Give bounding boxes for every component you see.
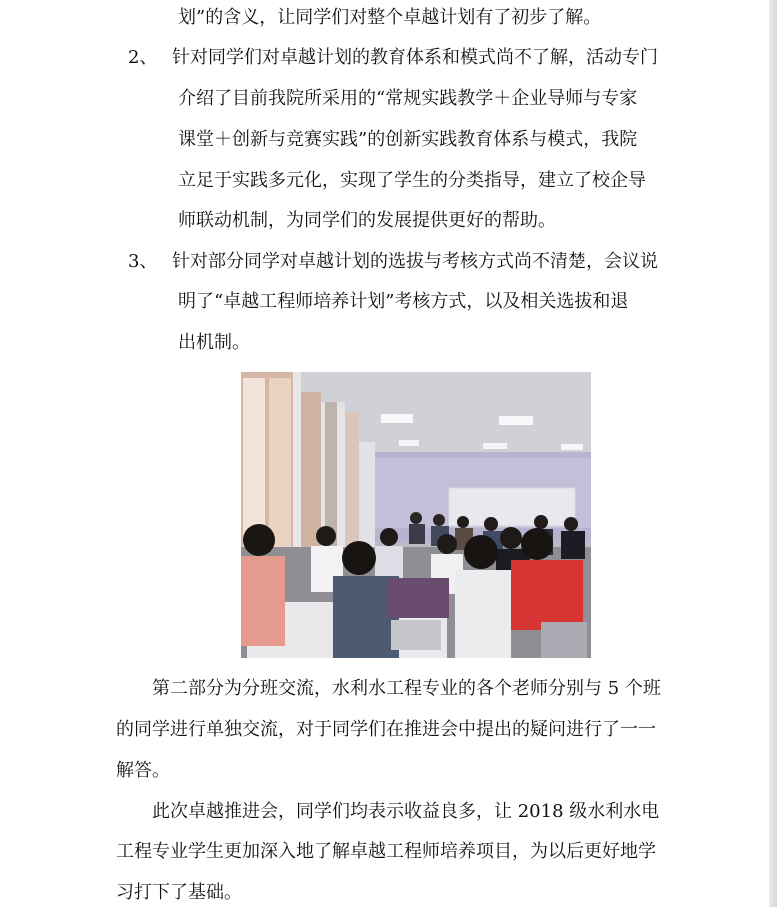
text-line: 解答。 xyxy=(116,760,170,781)
text-line: 师联动机制，为同学们的发展提供更好的帮助。 xyxy=(178,210,556,231)
text-line: 针对同学们对卓越计划的教育体系和模式尚不了解，活动专门 xyxy=(172,47,658,68)
list-item-number: 3、 xyxy=(128,251,158,272)
list-item-number: 2、 xyxy=(128,47,158,68)
text-line: 划”的含义，让同学们对整个卓越计划有了初步了解。 xyxy=(178,7,602,28)
text-line: 的同学进行单独交流，对于同学们在推进会中提出的疑问进行了一一 xyxy=(116,719,656,740)
text-line: 出机制。 xyxy=(178,332,250,353)
text-line: 明了“卓越工程师培养计划”考核方式，以及相关选拔和退 xyxy=(178,291,629,312)
text-line: 第二部分为分班交流，水利水工程专业的各个老师分别与 5 个班 xyxy=(152,678,661,699)
text-line: 介绍了目前我院所采用的“常规实践教学＋企业导师与专家 xyxy=(178,88,638,109)
text-line: 课堂＋创新与竞赛实践”的创新实践教育体系与模式，我院 xyxy=(178,129,638,150)
page-edge-shadow xyxy=(769,0,777,907)
text-line: 工程专业学生更加深入地了解卓越工程师培养项目，为以后更好地学 xyxy=(116,841,656,862)
text-line: 此次卓越推进会，同学们均表示收益良多，让 2018 级水利水电 xyxy=(152,801,660,822)
meeting-photo xyxy=(241,372,591,658)
text-line: 习打下了基础。 xyxy=(116,882,242,903)
text-line: 立足于实践多元化，实现了学生的分类指导，建立了校企导 xyxy=(178,170,646,191)
text-line: 针对部分同学对卓越计划的选拔与考核方式尚不清楚，会议说 xyxy=(172,251,658,272)
